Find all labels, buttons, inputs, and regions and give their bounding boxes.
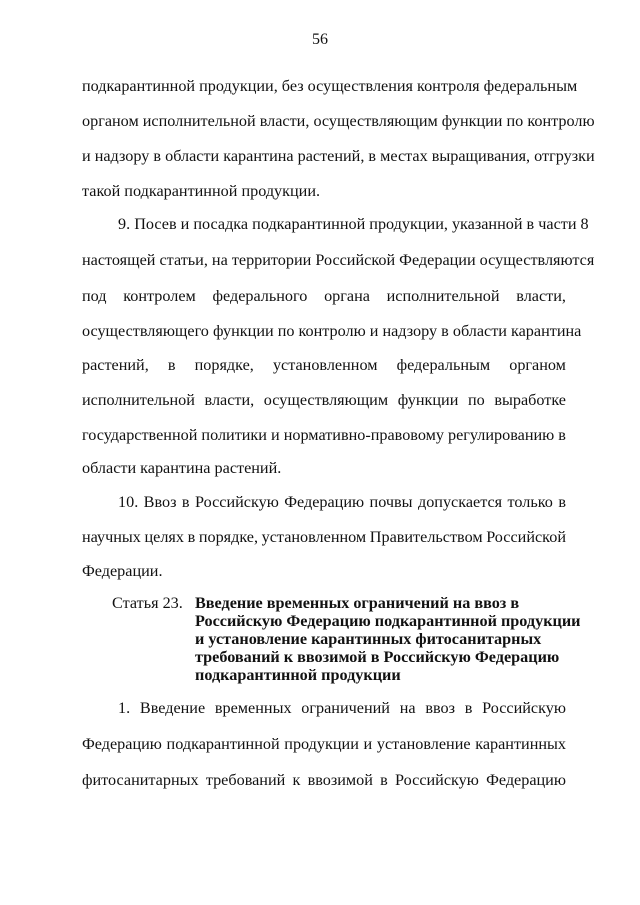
word: ввозимой <box>307 771 373 789</box>
word: растений, <box>82 356 149 374</box>
word: требований <box>205 771 286 789</box>
article-title <box>195 594 581 684</box>
word: в <box>380 771 388 789</box>
word: Российскую <box>482 699 566 717</box>
word: и <box>271 426 280 444</box>
word: ввоз <box>425 699 455 717</box>
word: Введение <box>139 699 206 717</box>
text-line: и надзору в области карантина растений, в местах выращивания, отгрузки <box>82 147 595 165</box>
word: только <box>507 493 553 511</box>
word: в <box>558 426 566 444</box>
word: научных <box>82 528 141 546</box>
article-title-line: Введение временных ограничений на ввоз в <box>195 594 520 612</box>
text-line: области карантина растений. <box>82 459 282 477</box>
text-line: 9. Посев и посадка подкарантинной продукции, указанной в части 8 <box>118 215 589 233</box>
word: функции <box>397 391 459 409</box>
word: временных <box>214 699 292 717</box>
word: исполнительной <box>386 287 500 305</box>
word: Российскую <box>395 771 479 789</box>
text-line <box>82 425 566 445</box>
article-title-line: подкарантинной продукции <box>195 666 401 684</box>
word: контролем <box>123 287 196 305</box>
text-line <box>82 770 566 790</box>
word: Правительством <box>369 528 483 546</box>
text-line: органом исполнительной власти, осуществляющим функции по контролю <box>82 112 595 130</box>
text-line <box>82 355 566 375</box>
word: органом <box>509 356 566 374</box>
word: в <box>187 528 196 546</box>
word: политики <box>201 426 267 444</box>
word: в <box>464 699 473 717</box>
word: по <box>467 391 485 409</box>
word: Российской <box>486 528 566 546</box>
text-line <box>118 698 566 718</box>
word: на <box>399 699 416 717</box>
text-line <box>82 286 566 306</box>
word: федерального <box>212 287 308 305</box>
word: Российскую <box>194 493 279 511</box>
word: федеральным <box>396 356 491 374</box>
word: допускается <box>417 493 503 511</box>
word: Федерацию <box>284 493 365 511</box>
word: выработке <box>494 391 566 409</box>
word: под <box>82 287 107 305</box>
word: в <box>181 493 190 511</box>
word: целях <box>144 528 184 546</box>
word: нормативно-правовому <box>283 426 444 444</box>
word: 10. <box>118 493 139 511</box>
word: карантинных <box>475 735 566 753</box>
article-title-line: Российскую Федерацию подкарантинной продукции <box>195 612 581 630</box>
word: продукции <box>284 735 359 753</box>
word: Федерацию <box>82 735 162 753</box>
word: власти, <box>516 287 566 305</box>
word: и <box>363 735 373 753</box>
text-line <box>82 734 566 754</box>
text-line <box>82 527 566 547</box>
word: подкарантинной <box>166 735 280 753</box>
word: 1. <box>118 699 131 717</box>
article-label: Статья 23. <box>112 594 183 612</box>
word: государственной <box>82 426 198 444</box>
article-title-line: требований к ввозимой в Российскую Федерацию <box>195 648 560 666</box>
text-line: такой подкарантинной продукции. <box>82 182 321 200</box>
text-line <box>118 492 566 512</box>
word: фитосанитарных <box>82 771 199 789</box>
word: Федерацию <box>486 771 566 789</box>
word: ограничений <box>301 699 390 717</box>
text-line: Федерации. <box>82 562 163 580</box>
word: почвы <box>369 493 413 511</box>
word: органа <box>324 287 370 305</box>
word: Ввоз <box>143 493 177 511</box>
word: в <box>167 356 176 374</box>
word: установленном <box>261 528 367 546</box>
text-line <box>82 390 566 410</box>
word: установленном <box>272 356 378 374</box>
word: к <box>292 771 301 789</box>
page-number: 56 <box>312 31 328 48</box>
article-title-line: и установление карантинных фитосанитарных <box>195 630 542 648</box>
text-line: настоящей статьи, на территории Российской Федерации осуществляются <box>82 251 595 269</box>
word: порядке, <box>198 528 259 546</box>
word: в <box>558 493 566 511</box>
text-line: осуществляющего функции по контролю и надзору в области карантина <box>82 322 582 340</box>
text-line: подкарантинной продукции, без осуществления контроля федеральным <box>82 77 578 95</box>
word: власти, <box>204 391 255 409</box>
word: регулированию <box>448 426 555 444</box>
word: установление <box>376 735 471 753</box>
word: порядке, <box>194 356 254 374</box>
word: исполнительной <box>82 391 195 409</box>
word: осуществляющим <box>263 391 389 409</box>
